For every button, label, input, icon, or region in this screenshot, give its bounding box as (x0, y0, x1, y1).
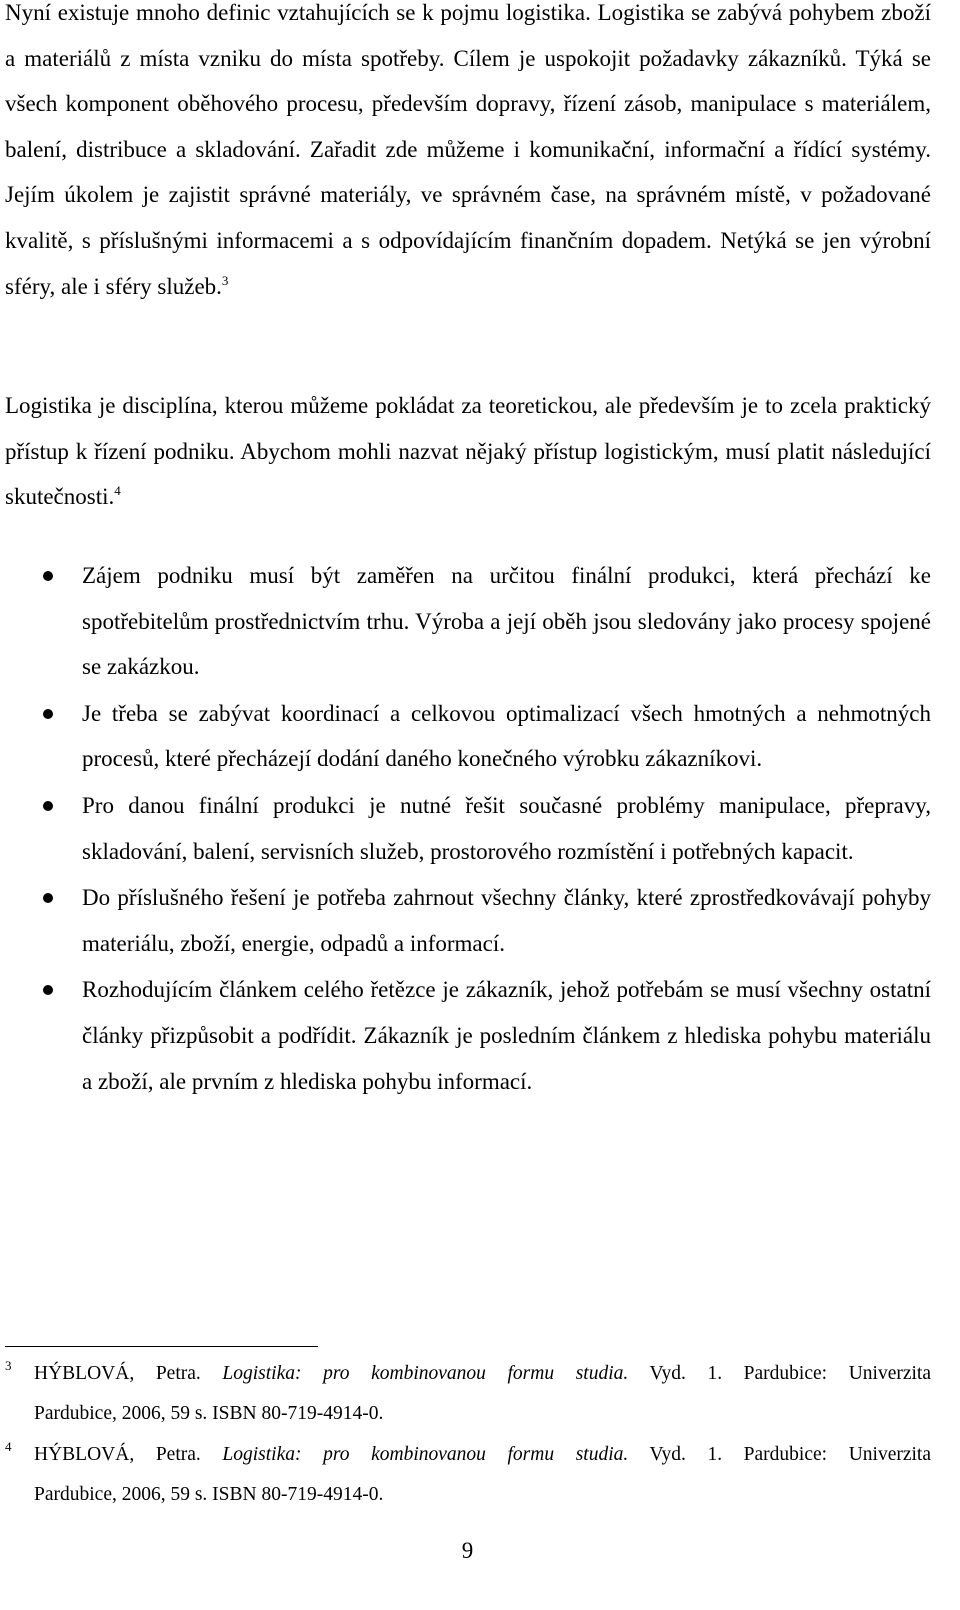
footnote (5, 1354, 931, 1434)
footnote-separator (5, 1346, 318, 1347)
list-item-text: Do příslušného řešení je potřeba zahrnout všechny články, které zprostředkovávají pohyby materiálu, zboží, energie, odpadů a informací. (82, 885, 931, 956)
footnote-details-line: Pardubice, 2006, 59 s. ISBN 80-719-4914-0. (34, 1484, 384, 1505)
footnote-number: 3 (5, 1358, 12, 1373)
footnote-author: HÝBLOVÁ, Petra. (34, 1363, 201, 1384)
list-item (0, 967, 931, 1104)
body-paragraph (5, 0, 931, 309)
bullet-icon (43, 709, 53, 719)
page-number: 9 (461, 1538, 474, 1563)
list-item-text: Je třeba se zabývat koordinací a celkovou optimalizací všech hmotných a nehmotných procesů, které přecházejí dodání daného konečného výrobku zákazníkovi. (82, 700, 931, 772)
list-item (0, 691, 931, 782)
bullet-icon (43, 893, 53, 903)
footnote-citation-line (34, 1354, 931, 1394)
footnote-details: Vyd. 1. Pardubice: Univerzita (649, 1444, 931, 1465)
footnote-title: Logistika: pro kombinovanou formu studia. (222, 1444, 629, 1465)
bullet-icon (43, 985, 53, 995)
list-item (0, 553, 931, 690)
paragraph-text: Nyní existuje mnoho definic vztahujících se k pojmu logistika. Logistika se zabývá pohybem zboží a materiálů z místa vzniku do místa spotřeby. Cílem je uspokojit požadavky zákazníků. Týká se všech komponent oběhového procesu, především dopravy, řízení zásob, manipulace s materiálem, balení, distribuce a skladování. Zařadit zde můžeme i komunikační, informační a řídící systémy. Jejím úkolem je zajistit správné materiály, ve správném čase, na správném místě, v požadované kvalitě, s příslušnými informacemi a s odpovídajícím finančním dopadem. Netýká se jen výrobní sféry, ale i sféry služeb. (5, 0, 931, 299)
footnote-details: Vyd. 1. Pardubice: Univerzita (649, 1363, 931, 1384)
bullet-icon (43, 801, 53, 811)
footnote-citation-line (34, 1435, 931, 1475)
list-item (0, 783, 931, 874)
footnote (5, 1435, 931, 1515)
footnote-title: Logistika: pro kombinovanou formu studia. (222, 1363, 629, 1384)
footnote-author: HÝBLOVÁ, Petra. (34, 1444, 201, 1465)
footnote-reference[interactable]: 4 (114, 483, 121, 499)
footnote-number: 4 (5, 1439, 12, 1454)
footnote-details-line: Pardubice, 2006, 59 s. ISBN 80-719-4914-0. (34, 1403, 384, 1424)
bullet-list (0, 553, 931, 1105)
list-item-text: Pro danou finální produkci je nutné řešit současné problémy manipulace, přepravy, skladování, balení, servisních služeb, prostorového rozmístění i potřebných kapacit. (82, 792, 931, 864)
list-item-text: Zájem podniku musí být zaměřen na určitou finální produkci, která přechází ke spotřebitelům prostřednictvím trhu. Výroba a její oběh jsou sledovány jako procesy spojené se zakázkou. (82, 563, 931, 680)
bullet-icon (43, 571, 53, 581)
body-paragraph (5, 383, 931, 520)
paragraph-text: Logistika je disciplína, kterou můžeme pokládat za teoretickou, ale především je to zcela praktický přístup k řízení podniku. Abychom mohli nazvat nějaký přístup logistickým, musí platit následující skutečnosti. (5, 393, 931, 510)
list-item (0, 875, 931, 966)
list-item-text: Rozhodujícím článkem celého řetězce je zákazník, jehož potřebám se musí všechny ostatní články přizpůsobit a podřídit. Zákazník je posledním článkem z hlediska pohybu materiálu a zboží, ale prvním z hlediska pohybu informací. (82, 977, 931, 1094)
footnote-reference[interactable]: 3 (221, 272, 229, 288)
